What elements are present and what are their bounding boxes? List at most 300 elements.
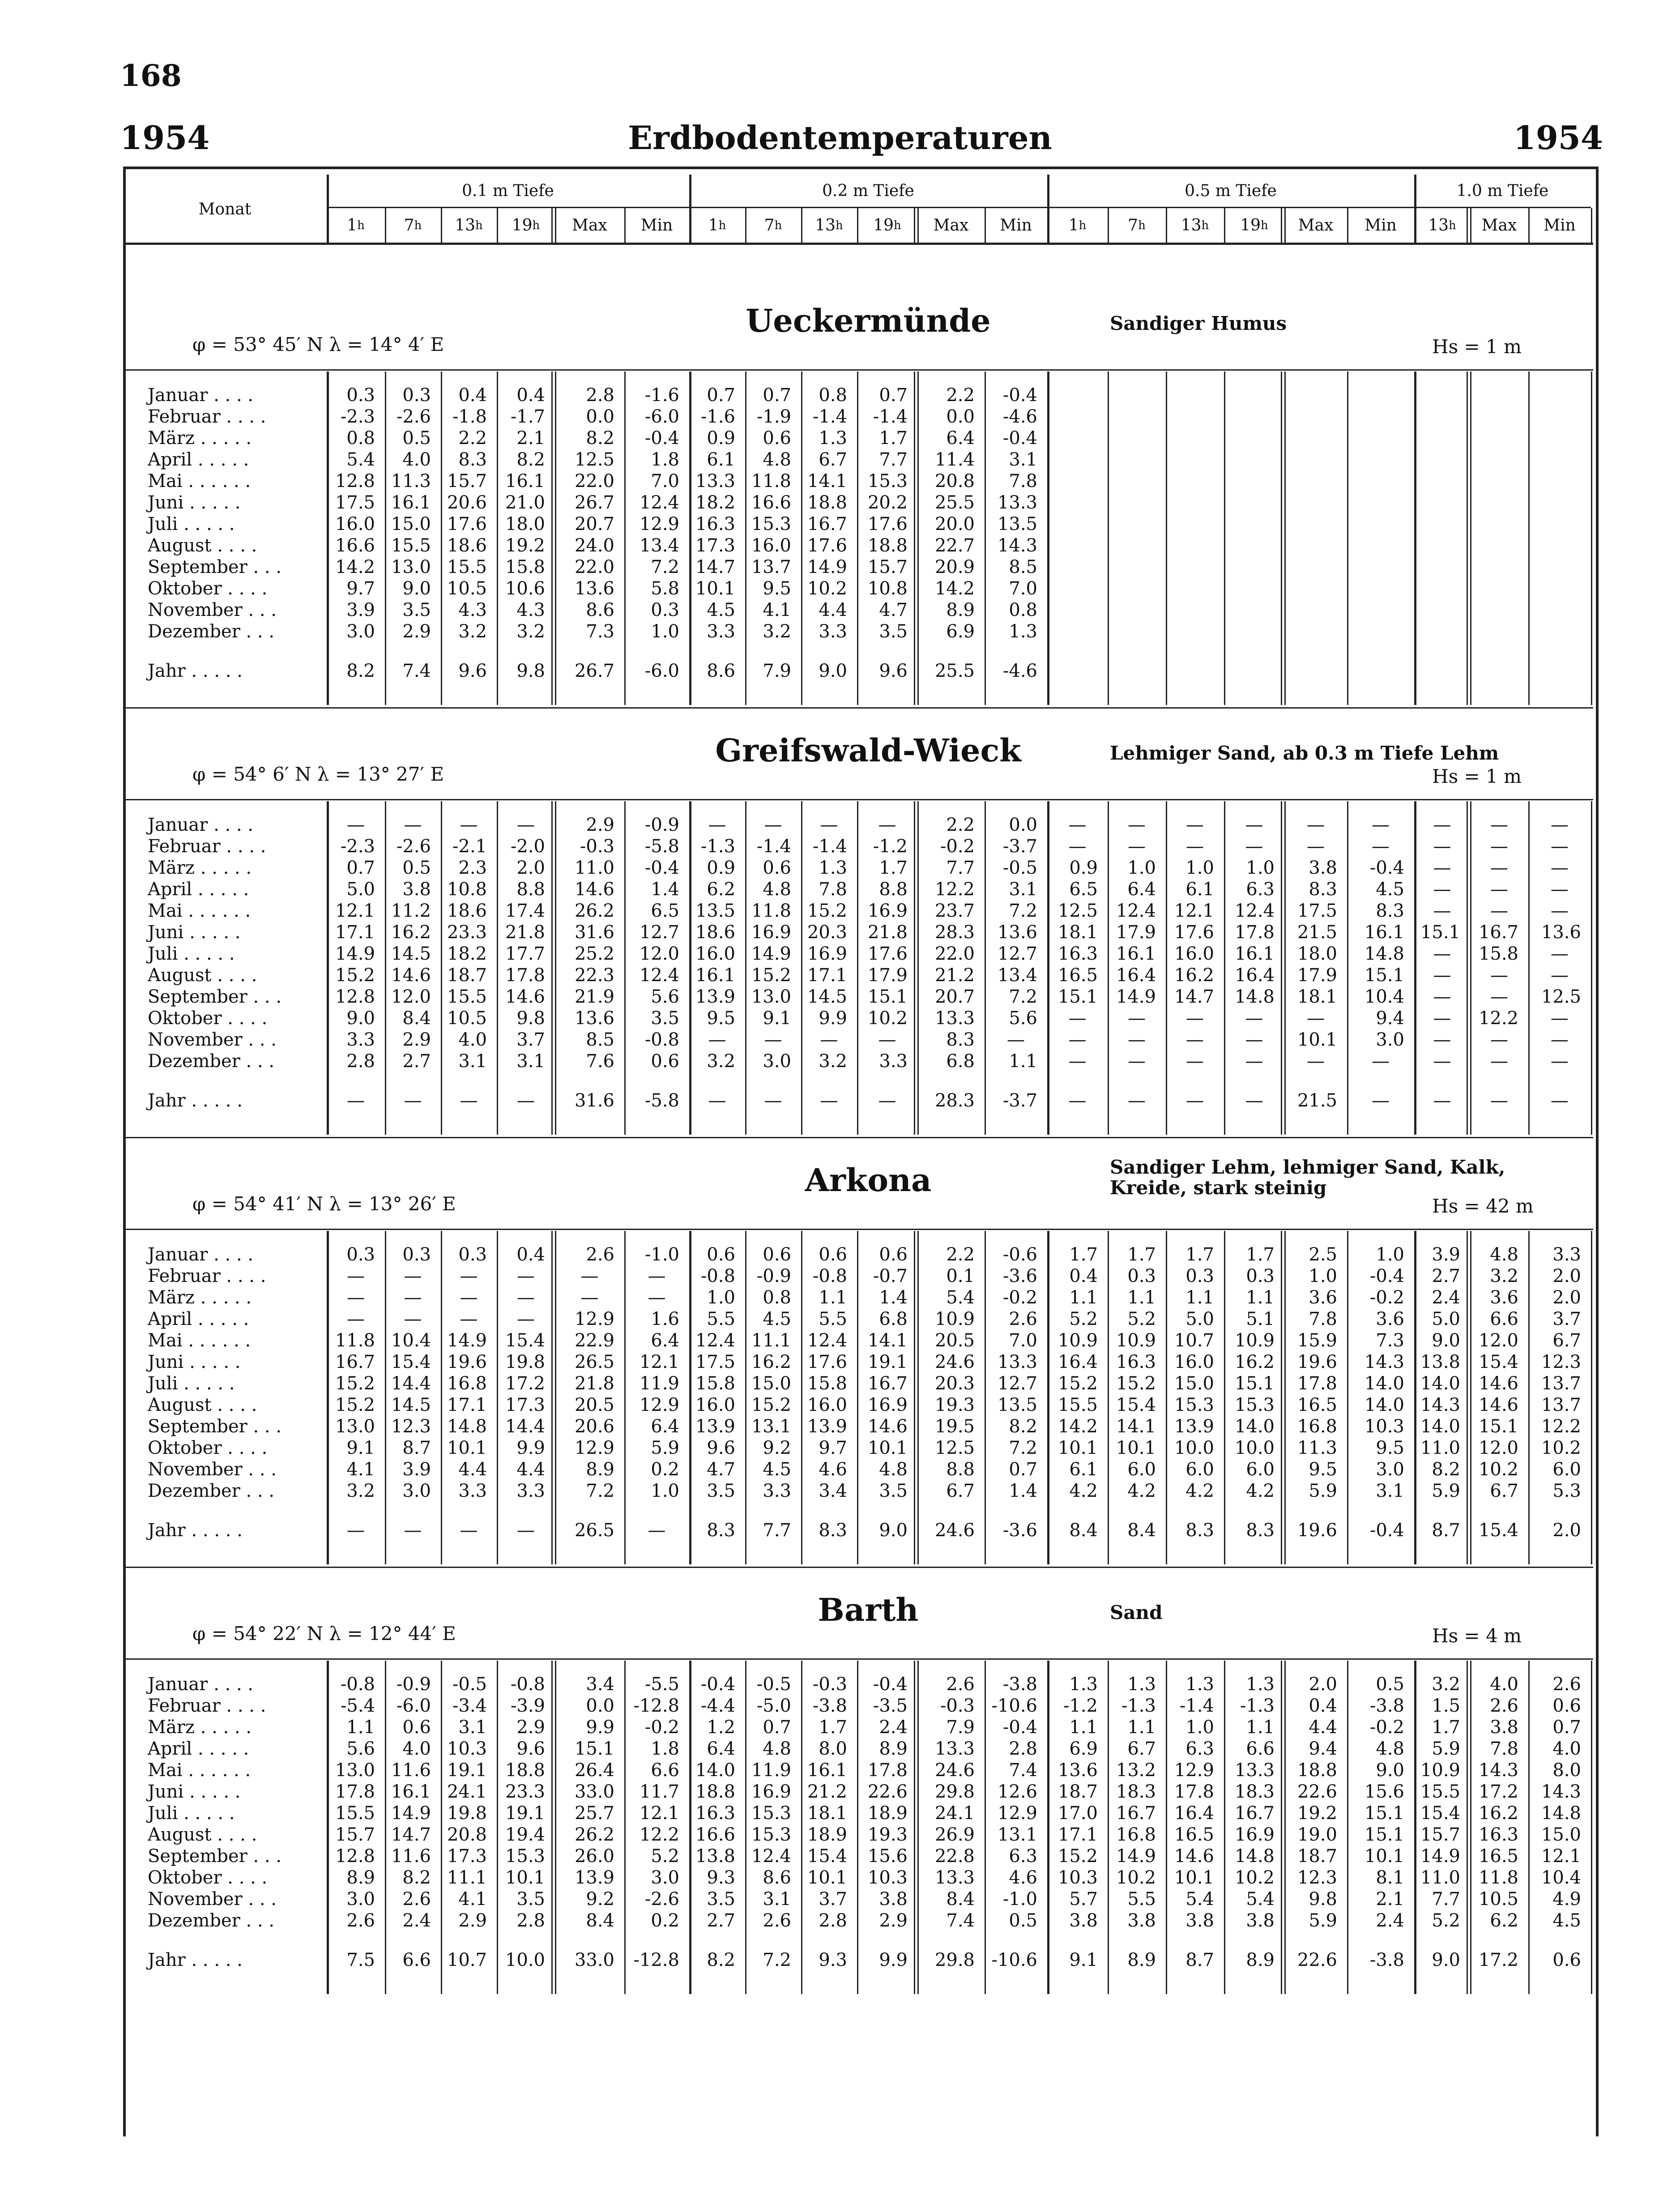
table-cell: 4.4	[458, 1459, 487, 1480]
table-cell: 6.1	[1185, 879, 1214, 900]
soil-description	[1110, 1602, 1162, 1623]
header-subcol-8: 13 h	[815, 216, 843, 235]
month-label: September . . .	[148, 1416, 282, 1437]
table-cell: 12.9	[639, 514, 679, 534]
table-cell: —	[1551, 1029, 1569, 1050]
table-cell: 13.6	[574, 578, 614, 599]
table-cell: —	[764, 1029, 782, 1050]
table-cell: 3.2	[346, 1481, 375, 1501]
table-cell: 5.9	[651, 1438, 679, 1458]
table-cell: 9.9	[516, 1438, 545, 1458]
table-cell: 11.6	[391, 1760, 431, 1781]
table-cell: 18.8	[505, 1760, 545, 1781]
table-cell: 5.9	[1432, 1481, 1460, 1501]
table-cell: 1.7	[879, 858, 908, 878]
table-cell: 0.6	[819, 1244, 847, 1265]
table-cell: 17.6	[807, 1352, 847, 1372]
table-cell: 11.9	[639, 1373, 679, 1394]
table-cell: 15.4	[807, 1846, 847, 1867]
table-cell: 6.7	[946, 1481, 975, 1501]
table-cell: 3.5	[402, 600, 431, 620]
table-cell: 1.6	[651, 1309, 679, 1329]
table-cell: 3.3	[819, 621, 847, 642]
month-label: November . . .	[148, 1889, 277, 1909]
header-depth-0: 0.1 m Tiefe	[462, 181, 554, 200]
table-cell: —	[1551, 879, 1569, 900]
table-cell: —	[517, 1309, 535, 1329]
table-cell: 8.4	[1127, 1520, 1156, 1541]
table-cell: 7.2	[763, 1950, 791, 1970]
table-cell: 13.4	[997, 965, 1037, 986]
table-cell: 10.3	[1057, 1867, 1098, 1888]
table-cell: 2.6	[1009, 1309, 1037, 1329]
table-cell: 2.4	[402, 1910, 431, 1931]
table-cell: -3.5	[873, 1696, 908, 1716]
table-cell: 9.4	[1376, 1008, 1404, 1029]
table-cell: 19.3	[934, 1395, 975, 1415]
month-label: September . . .	[148, 987, 282, 1007]
table-cell: 2.0	[1309, 1674, 1337, 1695]
table-cell: -0.4	[1369, 1520, 1404, 1541]
table-cell: -3.6	[1002, 1266, 1037, 1286]
table-cell: —	[1490, 858, 1508, 878]
table-cell: 10.3	[867, 1867, 908, 1888]
table-cell: 4.2	[1127, 1481, 1156, 1501]
table-cell: 0.0	[946, 406, 975, 427]
table-cell: 14.2	[1057, 1416, 1098, 1437]
table-cell: 11.7	[639, 1781, 679, 1802]
table-cell: 8.8	[516, 879, 545, 900]
month-label: Januar . . . .	[148, 1244, 254, 1265]
header-vline	[1470, 208, 1471, 243]
table-cell: 3.2	[516, 621, 545, 642]
table-cell: —	[708, 1029, 726, 1050]
table-cell: 11.1	[447, 1867, 487, 1888]
table-cell: 3.7	[1552, 1309, 1581, 1329]
table-cell: 11.3	[391, 471, 431, 491]
table-cell: 14.0	[1364, 1395, 1404, 1415]
table-cell: -0.8	[340, 1674, 375, 1695]
table-cell: 13.0	[335, 1416, 375, 1437]
table-cell: 26.0	[574, 1846, 614, 1867]
table-cell: —	[347, 1090, 365, 1111]
table-cell: 17.4	[505, 901, 545, 921]
table-cell: 3.2	[1490, 1266, 1518, 1286]
table-cell: 21.8	[574, 1373, 614, 1394]
table-cell: 9.0	[402, 578, 431, 599]
table-cell: -1.9	[756, 406, 791, 427]
table-cell: 6.8	[946, 1051, 975, 1072]
table-cell: -0.8	[644, 1029, 679, 1050]
table-cell: 16.0	[1174, 1352, 1214, 1372]
table-cell: 14.9	[1420, 1846, 1460, 1867]
table-cell: 12.0	[1478, 1438, 1518, 1458]
header-subcol-9: 19 h	[873, 216, 901, 235]
table-cell: 5.6	[346, 1738, 375, 1759]
table-cell: 7.9	[946, 1717, 975, 1738]
table-cell: -0.4	[1002, 385, 1037, 406]
table-cell: 3.9	[346, 600, 375, 620]
table-cell: —	[1490, 836, 1508, 857]
grid-vline	[1591, 1661, 1592, 1994]
table-cell: 15.0	[1174, 1373, 1214, 1394]
table-cell: 24.6	[934, 1760, 975, 1781]
table-cell: 10.9	[1057, 1330, 1098, 1351]
header-vline	[857, 208, 858, 243]
grid-vline	[1347, 372, 1348, 705]
grid-vline	[1591, 801, 1592, 1135]
table-cell: 10.1	[1364, 1846, 1404, 1867]
table-cell: 19.1	[447, 1760, 487, 1781]
table-cell: 20.6	[447, 492, 487, 513]
table-cell: 6.1	[707, 449, 735, 470]
table-cell: 19.6	[1297, 1520, 1337, 1541]
grid-vline	[1528, 372, 1530, 705]
table-cell: —	[1186, 815, 1204, 835]
table-cell: 1.3	[819, 428, 847, 449]
header-subcol-6: 1 h	[708, 216, 726, 235]
table-cell: 16.2	[1478, 1803, 1518, 1824]
table-cell: -1.0	[644, 1244, 679, 1265]
table-cell: 11.0	[574, 858, 614, 878]
table-cell: 8.4	[586, 1910, 614, 1931]
table-cell: 5.3	[1552, 1481, 1581, 1501]
page-title: Erdbodentemperaturen	[628, 119, 1052, 157]
table-cell: -0.4	[644, 858, 679, 878]
table-cell: 5.5	[707, 1309, 735, 1329]
table-cell: 14.4	[391, 1373, 431, 1394]
table-cell: 14.0	[1234, 1416, 1275, 1437]
table-cell: 8.9	[346, 1867, 375, 1888]
table-cell: 9.3	[707, 1867, 735, 1888]
table-cell: —	[1490, 1090, 1508, 1111]
table-cell: 6.8	[879, 1309, 908, 1329]
table-cell: 9.5	[1309, 1459, 1337, 1480]
table-cell: 3.6	[1309, 1287, 1337, 1308]
table-cell: -3.4	[452, 1696, 487, 1716]
table-cell: 9.8	[1309, 1889, 1337, 1909]
table-cell: 3.2	[1432, 1674, 1460, 1695]
table-cell: 17.2	[1478, 1781, 1518, 1802]
table-cell: 7.4	[1009, 1760, 1037, 1781]
table-cell: 13.3	[997, 492, 1037, 513]
table-cell: 6.6	[402, 1950, 431, 1970]
table-cell: 2.9	[402, 621, 431, 642]
soil-line: Sand	[1110, 1602, 1163, 1623]
table-cell: —	[878, 815, 896, 835]
table-cell: —	[1372, 1090, 1390, 1111]
table-cell: 19.4	[505, 1824, 545, 1845]
table-cell: 5.4	[1185, 1889, 1214, 1909]
table-cell: 15.2	[335, 1373, 375, 1394]
station-header-line	[123, 799, 1593, 800]
table-cell: 14.9	[1116, 1846, 1156, 1867]
table-cell: —	[1307, 836, 1325, 857]
month-label: Mai . . . . . .	[148, 471, 251, 491]
table-cell: -0.4	[700, 1674, 735, 1695]
table-cell: 1.3	[1127, 1674, 1156, 1695]
table-cell: 11.8	[335, 1330, 375, 1351]
table-cell: 14.9	[751, 944, 791, 964]
table-cell: 5.1	[1246, 1309, 1275, 1329]
table-cell: -5.4	[340, 1696, 375, 1716]
table-cell: 11.1	[751, 1330, 791, 1351]
table-cell: 1.1	[819, 1287, 847, 1308]
table-cell: 16.1	[1116, 944, 1156, 964]
header-vline	[624, 208, 626, 243]
month-label: Februar . . . .	[148, 406, 266, 427]
table-cell: 1.3	[1069, 1674, 1098, 1695]
table-cell: 21.5	[1297, 1090, 1337, 1111]
table-cell: 10.9	[1234, 1330, 1275, 1351]
table-cell: 22.0	[574, 557, 614, 577]
table-cell: 14.8	[1364, 944, 1404, 964]
table-cell: 3.7	[516, 1029, 545, 1050]
table-cell: 8.0	[819, 1738, 847, 1759]
table-cell: 20.9	[934, 557, 975, 577]
table-cell: 0.9	[707, 428, 735, 449]
table-cell: 8.4	[946, 1889, 975, 1909]
table-cell: 2.7	[1432, 1266, 1460, 1286]
station-height: Hs = 4 m	[1432, 1625, 1522, 1647]
table-cell: 20.3	[934, 1373, 975, 1394]
table-cell: 12.5	[574, 449, 614, 470]
table-cell: —	[460, 1309, 478, 1329]
table-cell: 0.3	[402, 1244, 431, 1265]
table-cell: 15.0	[751, 1373, 791, 1394]
table-cell: -2.6	[396, 836, 431, 857]
table-cell: 1.0	[1185, 1717, 1214, 1738]
table-cell: 6.9	[1069, 1738, 1098, 1759]
table-cell: -2.6	[396, 406, 431, 427]
table-cell: 11.0	[1420, 1867, 1460, 1888]
table-cell: —	[1551, 1008, 1569, 1029]
station-header-line	[123, 1229, 1593, 1230]
table-cell: 10.1	[447, 1438, 487, 1458]
table-cell: 16.9	[807, 944, 847, 964]
table-cell: 5.4	[346, 449, 375, 470]
table-cell: 17.6	[447, 514, 487, 534]
table-cell: 16.5	[1174, 1824, 1214, 1845]
table-cell: 20.7	[574, 514, 614, 534]
table-cell: 18.8	[807, 492, 847, 513]
table-cell: 3.1	[1009, 879, 1037, 900]
table-cell: 4.7	[707, 1459, 735, 1480]
table-cell: 12.9	[574, 1309, 614, 1329]
table-cell: 3.2	[763, 621, 791, 642]
table-cell: 0.2	[651, 1910, 679, 1931]
table-cell: 24.1	[447, 1781, 487, 1802]
table-cell: 15.2	[751, 1395, 791, 1415]
table-cell: 0.3	[458, 1244, 487, 1265]
table-cell: 10.3	[1364, 1416, 1404, 1437]
table-cell: 15.3	[751, 1803, 791, 1824]
table-cell: 5.2	[651, 1846, 679, 1867]
table-cell: 17.8	[1174, 1781, 1214, 1802]
table-cell: 16.9	[1234, 1824, 1275, 1845]
table-cell: 10.9	[934, 1309, 975, 1329]
table-cell: 8.6	[763, 1867, 791, 1888]
table-cell: 12.4	[1234, 901, 1275, 921]
table-cell: 10.5	[447, 578, 487, 599]
grid-vline	[1470, 372, 1471, 705]
table-cell: 23.3	[505, 1781, 545, 1802]
grid-vline-double	[1281, 1661, 1282, 1994]
table-cell: -4.4	[700, 1696, 735, 1716]
month-label: Oktober . . . .	[148, 578, 268, 599]
table-cell: 4.7	[879, 600, 908, 620]
table-cell: 14.3	[1478, 1760, 1518, 1781]
table-cell: 14.8	[1541, 1803, 1581, 1824]
table-cell: 13.1	[997, 1824, 1037, 1845]
soil-line: Sandiger Lehm, lehmiger Sand, Kalk,	[1110, 1156, 1505, 1178]
table-cell: 4.4	[516, 1459, 545, 1480]
table-cell: 1.0	[1185, 858, 1214, 878]
table-cell: 3.9	[402, 1459, 431, 1480]
grid-vline-double	[1467, 372, 1468, 705]
table-cell: 0.3	[651, 600, 679, 620]
table-cell: 3.5	[879, 621, 908, 642]
table-cell: -6.0	[644, 661, 679, 681]
header-vline	[1414, 175, 1416, 244]
table-cell: 0.3	[346, 385, 375, 406]
table-cell: -3.8	[1002, 1674, 1037, 1695]
header-vline	[1591, 208, 1592, 243]
table-cell: —	[460, 815, 478, 835]
table-cell: 17.0	[1057, 1803, 1098, 1824]
table-cell: 1.4	[879, 1287, 908, 1308]
table-cell: —	[517, 815, 535, 835]
table-cell: 16.7	[1234, 1803, 1275, 1824]
table-cell: 8.3	[1309, 879, 1337, 900]
table-cell: 13.7	[1541, 1395, 1581, 1415]
table-cell: 9.7	[819, 1438, 847, 1458]
jahr-label: Jahr . . . . .	[148, 1950, 243, 1970]
table-cell: 8.2	[1009, 1416, 1037, 1437]
header-vline	[917, 208, 919, 243]
table-cell: 15.1	[867, 987, 908, 1007]
table-cell: 16.7	[1116, 1803, 1156, 1824]
table-cell: 9.5	[1376, 1438, 1404, 1458]
table-cell: 3.8	[879, 1889, 908, 1909]
header-vline	[1284, 208, 1286, 243]
header-subcol-7: 7 h	[764, 216, 782, 235]
table-cell: 16.1	[391, 1781, 431, 1802]
table-cell: 16.7	[335, 1352, 375, 1372]
table-cell: 11.0	[1420, 1438, 1460, 1458]
table-cell: 10.6	[505, 578, 545, 599]
table-cell: 16.2	[751, 1352, 791, 1372]
table-cell: 1.2	[707, 1717, 735, 1738]
table-cell: 1.0	[651, 621, 679, 642]
table-cell: 14.0	[1420, 1373, 1460, 1394]
table-cell: 14.8	[1234, 987, 1275, 1007]
station-name: Barth	[818, 1591, 919, 1628]
table-cell: 15.7	[335, 1824, 375, 1845]
table-cell: 2.7	[707, 1910, 735, 1931]
table-cell: 2.2	[458, 428, 487, 449]
table-cell: -0.4	[1369, 858, 1404, 878]
table-cell: 10.2	[807, 578, 847, 599]
table-cell: 15.3	[1174, 1395, 1214, 1415]
table-cell: 16.9	[751, 922, 791, 943]
table-cell: 15.8	[1478, 944, 1518, 964]
grid-vline	[1108, 372, 1109, 705]
header-subcol-15: 19 h	[1240, 216, 1268, 235]
table-cell: —	[1551, 836, 1569, 857]
table-cell: 8.8	[946, 1459, 975, 1480]
table-cell: 22.0	[934, 944, 975, 964]
table-cell: -1.0	[1002, 1889, 1037, 1909]
table-cell: -4.6	[1002, 661, 1037, 681]
table-cell: 18.7	[1057, 1781, 1098, 1802]
header-vline	[1347, 208, 1348, 243]
table-cell: 5.0	[1185, 1309, 1214, 1329]
table-cell: -3.9	[510, 1696, 545, 1716]
table-cell: 0.0	[1009, 815, 1037, 835]
table-cell: 8.6	[586, 600, 614, 620]
table-cell: 19.1	[505, 1803, 545, 1824]
table-cell: 18.1	[1297, 987, 1337, 1007]
table-cell: —	[1551, 815, 1569, 835]
table-cell: 3.3	[1552, 1244, 1581, 1265]
table-cell: —	[1551, 1051, 1569, 1072]
table-cell: 20.2	[867, 492, 908, 513]
table-cell: —	[1551, 965, 1569, 986]
month-label: Juli . . . . .	[148, 944, 235, 964]
table-cell: 18.0	[505, 514, 545, 534]
page-number: 168	[120, 58, 182, 93]
table-cell: —	[1490, 879, 1508, 900]
table-cell: 17.7	[505, 944, 545, 964]
jahr-label: Jahr . . . . .	[148, 661, 243, 681]
table-cell: 7.2	[1009, 901, 1037, 921]
table-cell: 0.6	[1552, 1950, 1581, 1970]
table-cell: 4.4	[1309, 1717, 1337, 1738]
table-cell: 8.2	[402, 1867, 431, 1888]
table-cell: 26.9	[934, 1824, 975, 1845]
table-cell: 9.8	[516, 661, 545, 681]
table-cell: -0.2	[644, 1717, 679, 1738]
table-cell: 7.0	[1009, 1330, 1037, 1351]
header-vline	[1166, 208, 1167, 243]
table-cell: 11.8	[751, 901, 791, 921]
table-cell: 13.5	[997, 514, 1037, 534]
table-cell: 10.2	[867, 1008, 908, 1029]
table-cell: 15.5	[391, 535, 431, 556]
table-cell: 15.8	[505, 557, 545, 577]
table-cell: 1.1	[1246, 1287, 1275, 1308]
table-cell: 22.9	[574, 1330, 614, 1351]
table-cell: 16.6	[695, 1824, 735, 1845]
header-vline-double	[914, 208, 915, 243]
table-cell: 20.5	[934, 1330, 975, 1351]
table-cell: 12.3	[1541, 1352, 1581, 1372]
table-cell: 13.4	[639, 535, 679, 556]
table-cell: 0.2	[651, 1459, 679, 1480]
table-cell: 3.0	[346, 621, 375, 642]
month-label: Juli . . . . .	[148, 1373, 235, 1394]
table-cell: 16.6	[335, 535, 375, 556]
table-cell: 15.5	[1057, 1395, 1098, 1415]
table-cell: —	[404, 1287, 422, 1308]
table-cell: 18.9	[807, 1824, 847, 1845]
table-cell: 10.7	[1174, 1330, 1214, 1351]
table-cell: 9.5	[763, 578, 791, 599]
table-cell: 15.4	[1478, 1352, 1518, 1372]
table-cell: 13.0	[391, 557, 431, 577]
table-cell: —	[347, 815, 365, 835]
